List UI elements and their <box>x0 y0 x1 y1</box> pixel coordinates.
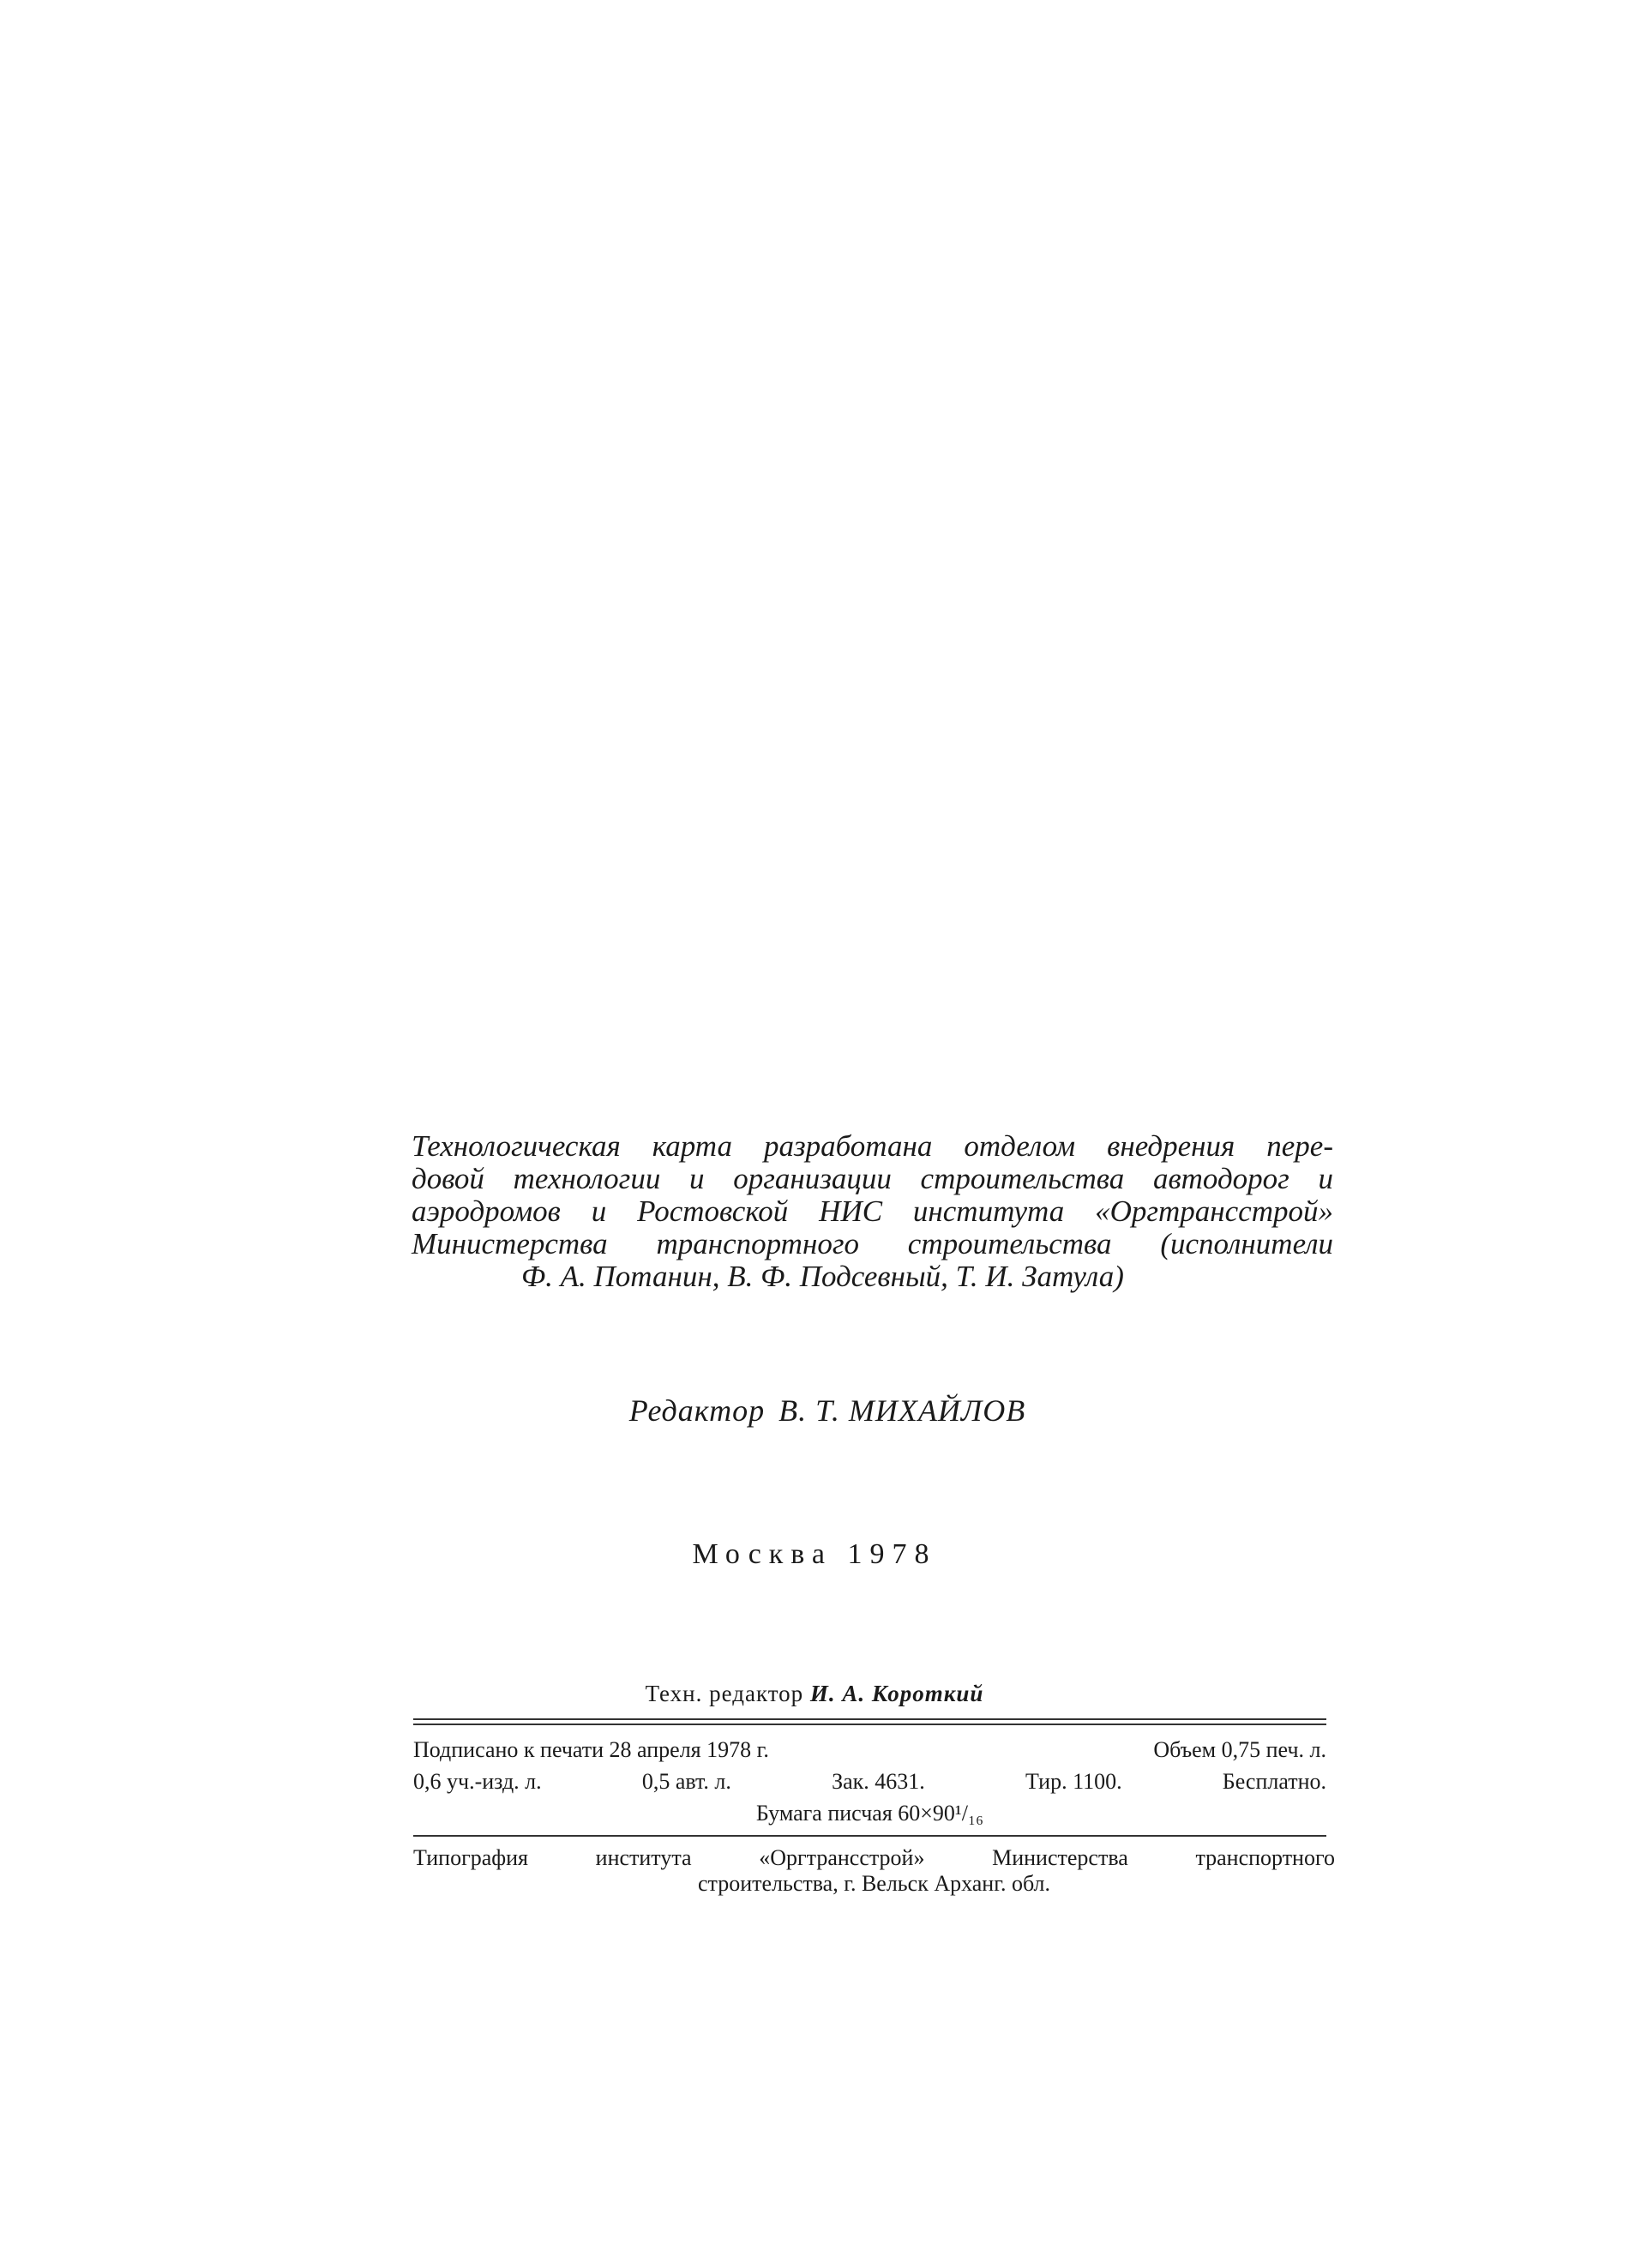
tech-editor-name: И. А. Короткий <box>809 1681 984 1706</box>
credits-line-1: Технологическая карта разработана отделом внедрения пере- <box>412 1129 1333 1163</box>
imprint-uch-izd: 0,6 уч.-изд. л. <box>413 1769 542 1794</box>
credits-line-5: Ф. А. Потанин, В. Ф. Подсевный, Т. И. Затула) <box>521 1260 1124 1293</box>
imprint-top-rule <box>413 1718 1326 1720</box>
imprint-volume: Объем 0,75 печ. л. <box>1153 1737 1326 1762</box>
printer-info <box>413 1845 1335 1897</box>
printer-line-2: строительства, г. Вельск Арханг. обл. <box>697 1871 1051 1896</box>
editor-name: В. Т. МИХАЙЛОВ <box>778 1393 1026 1428</box>
imprint-signed: Подписано к печати 28 апреля 1978 г. <box>413 1737 769 1762</box>
imprint-paper: Бумага писчая 60×90¹/₁₆ <box>755 1801 984 1826</box>
credits-line-3: аэродромов и Ростовской НИС института «Оргтрансстрой» <box>412 1194 1333 1228</box>
imprint-row-3 <box>413 1797 1326 1829</box>
imprint-order: Зак. 4631. <box>832 1769 925 1794</box>
editor-credit <box>0 1393 1629 1429</box>
imprint-row-1 <box>413 1734 1326 1766</box>
credits-line-4: Министерства транспортного строительства (исполнители <box>412 1227 1333 1260</box>
credits-paragraph <box>412 1130 1333 1293</box>
printer-line-1: Типография института «Оргтрансстрой» Министерства транспортного <box>413 1845 1335 1870</box>
imprint-top-rule-double <box>413 1724 1326 1725</box>
city-year: Москва 1978 <box>692 1538 937 1570</box>
imprint-print-run: Тир. 1100. <box>1025 1769 1122 1794</box>
imprint-block <box>413 1734 1326 1829</box>
editor-label: Редактор <box>628 1393 766 1428</box>
imprint-avt: 0,5 авт. л. <box>641 1769 731 1794</box>
tech-editor-credit <box>0 1681 1629 1707</box>
imprint-row-2 <box>413 1766 1326 1797</box>
credits-line-2: довой технологии и организации строительства автодорог и <box>412 1162 1333 1195</box>
imprint-bottom-rule <box>413 1835 1326 1837</box>
tech-editor-label: Техн. редактор <box>645 1681 804 1706</box>
imprint-price: Бесплатно. <box>1222 1769 1326 1794</box>
